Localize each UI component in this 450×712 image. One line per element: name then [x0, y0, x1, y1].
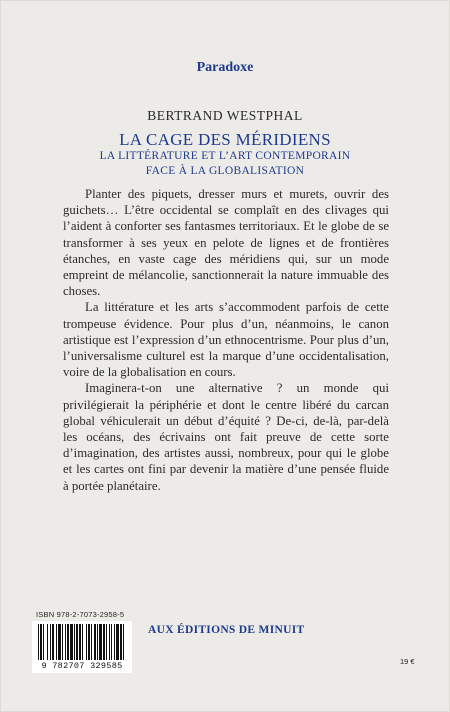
barcode-bar	[70, 624, 73, 660]
barcode-bar	[88, 624, 90, 660]
blurb-paragraph-2: La littérature et les arts s’accommodent parfois de cette trompeuse évidence. Pour plus d’un, néanmoins, le canon artistique est l’expression d’un ethnocentrisme. Pour plus d’un, l’universalisme culturel est la marque d’une occidentalisation, voire de la globalisation en cours.	[63, 300, 389, 380]
barcode-bar	[120, 624, 122, 660]
barcode-bar	[91, 624, 92, 660]
author-name: BERTRAND WESTPHAL	[147, 108, 303, 123]
barcode-bar	[123, 624, 124, 660]
barcode-bar	[86, 624, 87, 660]
barcode-bar	[67, 624, 69, 660]
barcode-bar	[79, 624, 81, 660]
barcode-bar	[106, 624, 107, 660]
barcode-bar	[94, 624, 96, 660]
barcode	[32, 621, 132, 673]
barcode-digits: 9 782707 329585	[41, 661, 123, 671]
book-subtitle-line-2: FACE À LA GLOBALISATION	[145, 165, 305, 177]
barcode-bar	[40, 624, 42, 660]
series-name: Paradoxe	[196, 60, 254, 75]
barcode-bar	[52, 624, 54, 660]
publisher-name: AUX ÉDITIONS DE MINUIT	[148, 624, 305, 636]
barcode-bar	[109, 624, 110, 660]
barcode-bars	[38, 624, 126, 660]
barcode-bar	[62, 624, 63, 660]
book-subtitle-line-1: LA LITTÉRATURE ET L’ART CONTEMPORAIN	[99, 150, 351, 162]
barcode-bar	[65, 624, 66, 660]
barcode-bar	[99, 624, 102, 660]
barcode-bar	[76, 624, 78, 660]
isbn-label: ISBN 978-2-7073-2958-5	[36, 610, 125, 619]
barcode-bar	[116, 624, 119, 660]
barcode-bar	[114, 624, 115, 660]
barcode-bar	[74, 624, 75, 660]
blurb-paragraph-3: Imaginera-t-on une alternative ? un monde qui privilégierait la périphérie et dont le centre libéré du carcan global véhiculerait un début d’équité ? De-ci, de-là, par-delà les océans, des écrivains ont fait preuve de cette sorte d’imagination, des artistes aussi, nombreux, pour qui le globe et les cartes ont fini par devenir la matière d’une pensée fluide à portée planétaire.	[63, 381, 389, 493]
barcode-bar	[56, 624, 57, 660]
blurb-text	[63, 186, 389, 494]
barcode-bar	[50, 624, 51, 660]
blurb-paragraph-1: Planter des piquets, dresser murs et murets, ouvrir des guichets… L’être occidental se complaît en des clivages qui l’aident à conforter ses fantasmes territoriaux. Et le globe de se transformer à ses yeux en pelote de lignes et de frontières étanches, en vaste cage des méridiens qui, sur un mode empreint de mélancolie, sanctionnerait la nature immuable des choses.	[63, 187, 389, 299]
barcode-bar	[111, 624, 112, 660]
barcode-bar	[103, 624, 105, 660]
book-title: LA CAGE DES MÉRIDIENS	[119, 130, 331, 149]
barcode-bar	[97, 624, 98, 660]
barcode-bar	[82, 624, 83, 660]
barcode-bar	[47, 624, 48, 660]
barcode-bar	[58, 624, 61, 660]
price-label: 19 €	[400, 657, 415, 666]
barcode-bar	[43, 624, 44, 660]
barcode-bar	[38, 624, 39, 660]
